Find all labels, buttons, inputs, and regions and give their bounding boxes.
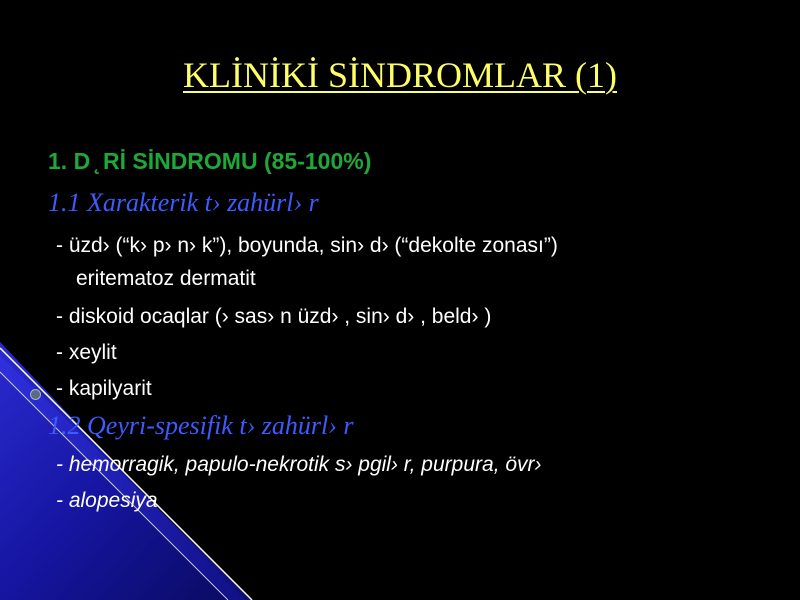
list-item: - hemorragik, papulo-nekrotik s› pgil› r, purpura, övr› — [56, 453, 542, 476]
subsection-heading-1: 1.1 Xarakterik t› zahürl› r — [48, 188, 319, 217]
list-item: - xeylit — [56, 341, 117, 364]
list-item-continuation: eritematoz dermatit — [76, 267, 256, 290]
list-item: - alopesiya — [56, 489, 158, 512]
slide-title: KLİNİKİ SİNDROMLAR (1) — [183, 55, 617, 95]
list-item: - üzd› (“k› p› n› k”), boyunda, sin› d› (“dekolte zonası”) — [56, 234, 558, 257]
bullet-dot-icon — [30, 389, 41, 400]
list-item: - diskoid ocaqlar (› sas› n üzd› , sin› d› , beld› ) — [56, 305, 492, 328]
list-item: - kapilyarit — [56, 377, 152, 400]
section-heading: 1. D ̨ Rİ SİNDROMU (85-100%) — [48, 148, 372, 174]
subsection-heading-2: 1.2 Qeyri-spesifik t› zahürl› r — [48, 411, 354, 440]
